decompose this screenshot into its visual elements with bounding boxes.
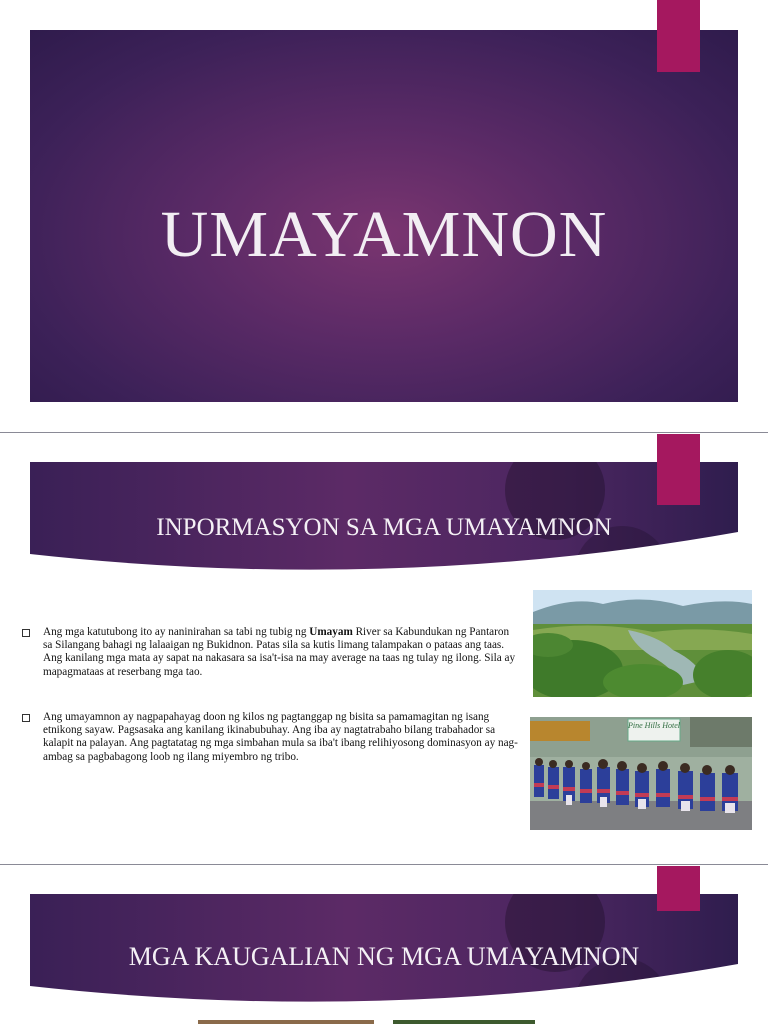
bullet-text: Ang mga katutubong ito ay naninirahan sa tabi ng tubig ng bbox=[43, 626, 310, 638]
slide-title: INPORMASYON SA MGA UMAYAMNON bbox=[156, 514, 612, 541]
bullet-square-icon bbox=[22, 629, 30, 637]
dancers-photo bbox=[530, 717, 752, 830]
accent-tab bbox=[657, 434, 700, 505]
river-photo bbox=[533, 590, 752, 697]
customs-photo-2 bbox=[393, 1020, 535, 1024]
customs-slide bbox=[0, 866, 768, 1024]
slide-divider bbox=[0, 432, 768, 433]
customs-photo-1 bbox=[198, 1020, 374, 1024]
title-banner bbox=[30, 894, 738, 1010]
accent-tab bbox=[657, 0, 700, 72]
accent-tab bbox=[657, 866, 700, 911]
title-slide bbox=[0, 0, 768, 432]
slide-title bbox=[30, 942, 738, 972]
info-slide bbox=[0, 434, 768, 864]
title-rest: NG MGA UMAYAMNON bbox=[350, 942, 640, 971]
bullet-square-icon bbox=[22, 714, 30, 722]
title-emphasis: MGA KAUGALIAN bbox=[128, 942, 351, 971]
title-banner bbox=[30, 462, 738, 578]
hotel-sign: Pine Hills Hotel bbox=[628, 721, 680, 730]
bullet-text: Ang umayamnon ay nagpapahayag doon ng kilos ng pagtanggap ng bisita sa pamamagitan ng isang etnikong sayaw. Pagsasaka ang kanilang ikinabubuhay. Ang iba ay nagtatrabaho bilang trabahador sa kalapit na palayan. Ang pagtatatag ng mga simbahan mula sa iba't ibang relihiyosong dominasyon ay nag-ambag sa pagbabagong loob ng ilang miyembro ng tribo. bbox=[43, 711, 518, 763]
bold-term: Umayam bbox=[309, 626, 353, 638]
bullet-text: River sa Kabundukan ng Pantaron sa Silangang bahagi ng lalaaigan ng Bukidnon. Patas sila sa kutis limang talampakan o pataas ang taas. Ang kanilang mga mata ay sapat na nakasara sa isa't-isa na may average na taas ng tulay ng ilong. Sila ay mapagmataas at reserbang mga tao. bbox=[43, 626, 516, 678]
slide-title: UMAYAMNON bbox=[160, 198, 608, 271]
slide-divider bbox=[0, 864, 768, 865]
